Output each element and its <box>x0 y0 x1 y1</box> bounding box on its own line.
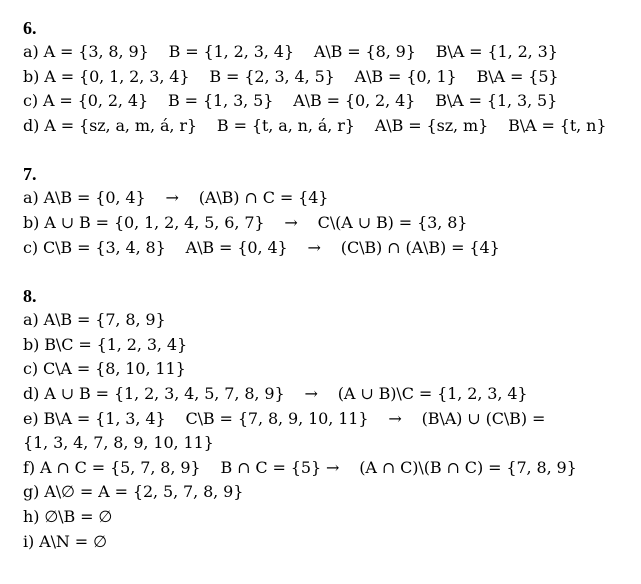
section-8-line-i: i) A\N = ∅ <box>23 531 107 551</box>
section-spacer <box>23 260 633 284</box>
section-8-line-a: a) A\B = {7, 8, 9} <box>23 310 166 330</box>
section-8-line-g: g) A\∅ = A = {2, 5, 7, 8, 9} <box>23 482 244 502</box>
section-7-number: 7. <box>23 164 37 185</box>
section-8-line-f: f) A ∩ C = {5, 7, 8, 9} B ∩ C = {5} → (A ∩ C)\(B ∩ C) = {7, 8, 9} <box>23 457 577 477</box>
section-8-line-e: e) B\A = {1, 3, 4} C\B = {7, 8, 9, 10, 11} → (B\A) ∪ (C\B) = <box>23 408 546 428</box>
section-8-line-b: b) B\C = {1, 2, 3, 4} <box>23 334 188 354</box>
section-8-line-c: c) C\A = {8, 10, 11} <box>23 359 186 379</box>
section-7-line-c: c) C\B = {3, 4, 8} A\B = {0, 4} → (C\B) ∩ (A\B) = {4} <box>23 237 500 257</box>
section-8-line-h: h) ∅\B = ∅ <box>23 506 113 526</box>
section-8-line-e-continued: {1, 3, 4, 7, 8, 9, 10, 11} <box>23 433 214 453</box>
section-6-line-a: a) A = {3, 8, 9} B = {1, 2, 3, 4} A\B = {8, 9} B\A = {1, 2, 3} <box>23 42 558 61</box>
section-6-line-d: d) A = {sz, a, m, á, r} B = {t, a, n, á, r} A\B = {sz, m} B\A = {t, n} <box>23 115 607 135</box>
section-6-line-b: b) A = {0, 1, 2, 3, 4} B = {2, 3, 4, 5} A\B = {0, 1} B\A = {5} <box>23 66 559 86</box>
section-8-number: 8. <box>23 286 37 307</box>
section-6-line-c: c) A = {0, 2, 4} B = {1, 3, 5} A\B = {0, 2, 4} B\A = {1, 3, 5} <box>23 91 558 111</box>
section-7-line-b: b) A ∪ B = {0, 1, 2, 4, 5, 6, 7} → C\(A ∪ B) = {3, 8} <box>23 212 468 232</box>
solutions-document <box>23 16 633 554</box>
section-spacer <box>23 138 633 162</box>
section-7-line-a: a) A\B = {0, 4} → (A\B) ∩ C = {4} <box>23 188 329 208</box>
section-6-number: 6. <box>23 18 37 38</box>
section-8-line-d: d) A ∪ B = {1, 2, 3, 4, 5, 7, 8, 9} → (A ∪ B)\C = {1, 2, 3, 4} <box>23 383 528 403</box>
